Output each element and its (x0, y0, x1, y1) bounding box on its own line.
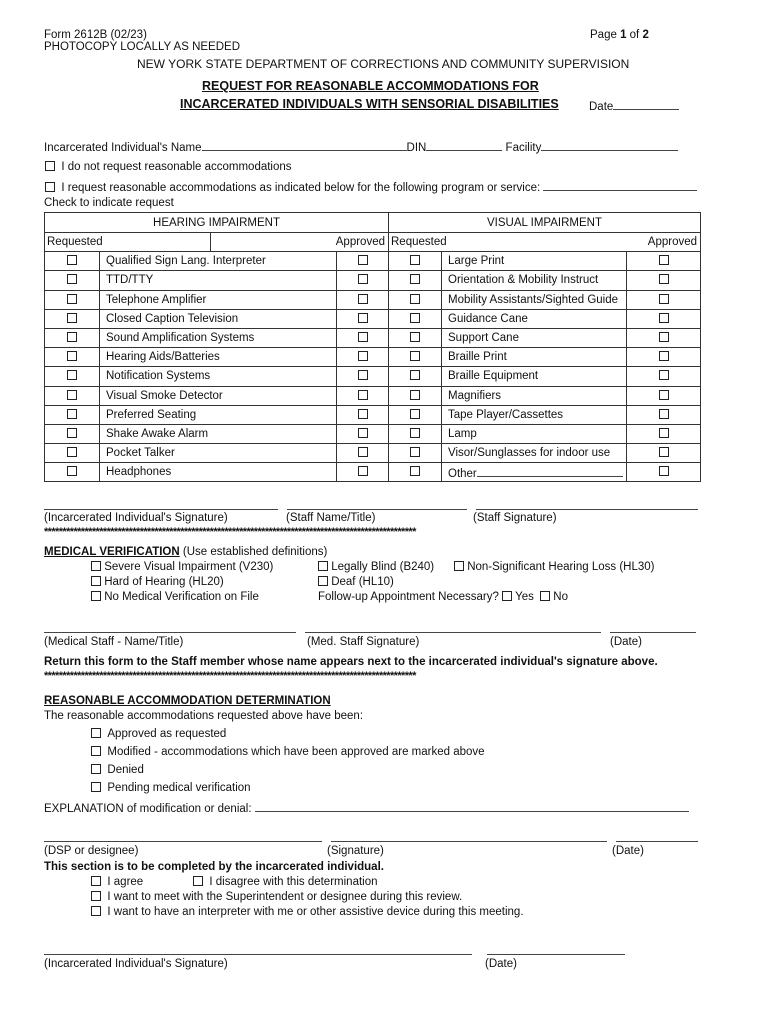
hearing-approved-checkbox[interactable] (358, 466, 368, 476)
hearing-requested-header: Requested (45, 233, 211, 252)
hearing-item-label: TTD/TTY (100, 271, 337, 290)
hearing-requested-checkbox[interactable] (67, 390, 77, 400)
individual-final-signature-label: (Incarcerated Individual's Signature) (44, 958, 228, 970)
name-label: Incarcerated Individual's Name (44, 142, 202, 154)
hearing-approved-checkbox[interactable] (358, 428, 368, 438)
visual-requested-checkbox[interactable] (410, 274, 420, 284)
hearing-requested-checkbox[interactable] (67, 409, 77, 419)
no-verification-checkbox[interactable] (91, 591, 101, 601)
form-title-line1: REQUEST FOR REASONABLE ACCOMMODATIONS FOR (202, 79, 539, 93)
hard-of-hearing-option[interactable]: Hard of Hearing (HL20) (91, 576, 224, 588)
facility-label: Facility (505, 142, 542, 154)
agree-option[interactable]: I agree (91, 876, 143, 888)
hearing-approved-checkbox[interactable] (358, 255, 368, 265)
hearing-item-label: Shake Awake Alarm (100, 424, 337, 443)
medical-signature-lines[interactable] (44, 621, 696, 636)
table-row (45, 367, 701, 386)
individual-section-title: This section is to be completed by the incarcerated individual. (44, 861, 384, 873)
no-request-checkbox[interactable] (45, 161, 55, 171)
request-option[interactable]: I request reasonable accommodations as indicated below for the following program or service: (45, 179, 697, 194)
explanation-row: EXPLANATION of modification or denial: (44, 800, 689, 815)
table-row (45, 290, 701, 309)
medical-signature-label: (Med. Staff Signature) (307, 636, 420, 648)
date-field[interactable]: Date (589, 98, 679, 113)
visual-item-label: Mobility Assistants/Sighted Guide (442, 290, 627, 309)
visual-approved-checkbox[interactable] (659, 332, 669, 342)
medical-date-label: (Date) (610, 636, 642, 648)
visual-approved-checkbox[interactable] (659, 351, 669, 361)
hearing-requested-checkbox[interactable] (67, 294, 77, 304)
name-field[interactable] (202, 139, 407, 151)
individual-info-row (44, 139, 678, 154)
legally-blind-option[interactable]: Legally Blind (B240) (318, 561, 434, 573)
hearing-approved-checkbox[interactable] (358, 332, 368, 342)
hearing-requested-checkbox[interactable] (67, 274, 77, 284)
table-row (45, 328, 701, 347)
visual-approved-checkbox[interactable] (659, 370, 669, 380)
hearing-impairment-header: HEARING IMPAIRMENT (45, 213, 389, 233)
medical-verification-heading: MEDICAL VERIFICATION (Use established definitions) (44, 546, 328, 558)
staff-signature-label: (Staff Signature) (473, 512, 557, 524)
visual-item-label: Magnifiers (442, 386, 627, 405)
staff-name-label: (Staff Name/Title) (286, 512, 376, 524)
visual-requested-checkbox[interactable] (410, 294, 420, 304)
hearing-item-label: Notification Systems (100, 367, 337, 386)
deaf-option[interactable]: Deaf (HL10) (318, 576, 394, 588)
signature-lines-1[interactable] (44, 498, 698, 513)
department-name: NEW YORK STATE DEPARTMENT OF CORRECTIONS AND COMMUNITY SUPERVISION (137, 57, 630, 71)
other-label: Other (448, 467, 477, 480)
meet-checkbox[interactable] (91, 891, 101, 901)
disagree-checkbox[interactable] (193, 876, 203, 886)
hearing-approved-checkbox[interactable] (358, 313, 368, 323)
page-indicator: Page 1 of 2 (590, 29, 649, 41)
disagree-option[interactable]: I disagree with this determination (193, 876, 378, 888)
hearing-item-label: Sound Amplification Systems (100, 328, 337, 347)
individual-final-date-label: (Date) (485, 958, 517, 970)
visual-requested-checkbox[interactable] (410, 409, 420, 419)
table-row (45, 252, 701, 271)
individual-final-signature-lines[interactable] (44, 943, 625, 958)
form-title-line2: INCARCERATED INDIVIDUALS WITH SENSORIAL DISABILITIES (180, 97, 559, 111)
visual-approved-checkbox[interactable] (659, 255, 669, 265)
visual-item-label: Orientation & Mobility Instruct (442, 271, 627, 290)
approved-option[interactable]: Approved as requested (91, 728, 226, 740)
no-request-option[interactable]: I do not request reasonable accommodations (45, 161, 292, 173)
hard-of-hearing-checkbox[interactable] (91, 576, 101, 586)
severe-visual-checkbox[interactable] (91, 561, 101, 571)
visual-approved-checkbox[interactable] (659, 390, 669, 400)
meet-option[interactable]: I want to meet with the Superintendent or designee during this review. (91, 891, 462, 903)
visual-requested-checkbox[interactable] (410, 351, 420, 361)
hearing-item-label: Qualified Sign Lang. Interpreter (100, 252, 337, 271)
accommodations-table (44, 212, 701, 482)
pending-checkbox[interactable] (91, 782, 101, 792)
hearing-item-label: Hearing Aids/Batteries (100, 348, 337, 367)
visual-approved-checkbox[interactable] (659, 294, 669, 304)
visual-item-label: Braille Print (442, 348, 627, 367)
visual-item-label: Lamp (442, 424, 627, 443)
visual-requested-checkbox[interactable] (410, 447, 420, 457)
table-row (45, 463, 701, 482)
hearing-approved-checkbox[interactable] (358, 409, 368, 419)
visual-approved-header: Approved (627, 233, 701, 252)
severe-visual-option[interactable]: Severe Visual Impairment (V230) (91, 561, 273, 573)
visual-requested-checkbox[interactable] (410, 332, 420, 342)
hearing-requested-checkbox[interactable] (67, 332, 77, 342)
visual-approved-checkbox[interactable] (659, 428, 669, 438)
visual-requested-header: Requested (389, 233, 627, 252)
hearing-approved-checkbox[interactable] (358, 351, 368, 361)
table-row (45, 309, 701, 328)
hearing-approved-header: Approved (211, 233, 389, 252)
request-checkbox[interactable] (45, 182, 55, 192)
modified-checkbox[interactable] (91, 746, 101, 756)
interpreter-checkbox[interactable] (91, 906, 101, 916)
hearing-item-label: Pocket Talker (100, 444, 337, 463)
program-service-field[interactable] (543, 179, 697, 191)
hearing-item-label: Closed Caption Television (100, 309, 337, 328)
denied-checkbox[interactable] (91, 764, 101, 774)
hearing-item-label: Headphones (100, 463, 337, 482)
return-note: Return this form to the Staff member whose name appears next to the incarcerated individual's signature above. (44, 656, 658, 668)
visual-requested-checkbox[interactable] (410, 370, 420, 380)
table-row (45, 424, 701, 443)
explanation-field[interactable] (255, 800, 689, 812)
visual-impairment-header: VISUAL IMPAIRMENT (389, 213, 701, 233)
followup-no-checkbox[interactable] (540, 591, 550, 601)
hearing-requested-checkbox[interactable] (67, 255, 77, 265)
visual-item-label: Tape Player/Cassettes (442, 405, 627, 424)
hearing-requested-checkbox[interactable] (67, 351, 77, 361)
other-field[interactable] (477, 465, 623, 477)
pending-option[interactable]: Pending medical verification (91, 782, 251, 794)
approved-checkbox[interactable] (91, 728, 101, 738)
facility-field[interactable] (541, 139, 678, 151)
dsp-label: (DSP or designee) (44, 845, 139, 857)
separator-stars-1: ***************************************************************************************************** (44, 526, 416, 538)
dsp-signature-label: (Signature) (327, 845, 384, 857)
visual-approved-checkbox[interactable] (659, 409, 669, 419)
visual-item-label: Guidance Cane (442, 309, 627, 328)
separator-stars-2: ***************************************************************************************************** (44, 670, 416, 682)
medical-staff-label: (Medical Staff - Name/Title) (44, 636, 184, 648)
table-row (45, 386, 701, 405)
no-verification-option[interactable]: No Medical Verification on File (91, 591, 259, 603)
hearing-requested-checkbox[interactable] (67, 466, 77, 476)
hearing-requested-checkbox[interactable] (67, 428, 77, 438)
visual-approved-checkbox[interactable] (659, 274, 669, 284)
visual-requested-checkbox[interactable] (410, 255, 420, 265)
agree-checkbox[interactable] (91, 876, 101, 886)
table-row (45, 444, 701, 463)
hearing-approved-checkbox[interactable] (358, 274, 368, 284)
followup-yes-checkbox[interactable] (502, 591, 512, 601)
photocopy-note: PHOTOCOPY LOCALLY AS NEEDED (44, 41, 240, 53)
visual-item-label (442, 463, 627, 482)
visual-item-label: Large Print (442, 252, 627, 271)
visual-approved-checkbox[interactable] (659, 447, 669, 457)
table-row (45, 405, 701, 424)
visual-approved-checkbox[interactable] (659, 313, 669, 323)
deaf-checkbox[interactable] (318, 576, 328, 586)
non-sig-hearing-option[interactable]: Non-Significant Hearing Loss (HL30) (454, 561, 655, 573)
table-row (45, 348, 701, 367)
visual-item-label: Visor/Sunglasses for indoor use (442, 444, 627, 463)
hearing-approved-checkbox[interactable] (358, 370, 368, 380)
visual-item-label: Support Cane (442, 328, 627, 347)
din-label: DIN (406, 142, 427, 154)
hearing-item-label: Preferred Seating (100, 405, 337, 424)
legally-blind-checkbox[interactable] (318, 561, 328, 571)
interpreter-option[interactable]: I want to have an interpreter with me or other assistive device during this meeting. (91, 906, 524, 918)
hearing-requested-checkbox[interactable] (67, 447, 77, 457)
form-number: Form 2612B (02/23) (44, 29, 147, 41)
hearing-approved-checkbox[interactable] (358, 390, 368, 400)
individual-signature-label: (Incarcerated Individual's Signature) (44, 512, 228, 524)
determination-intro: The reasonable accommodations requested above have been: (44, 710, 364, 722)
determination-heading: REASONABLE ACCOMMODATION DETERMINATION (44, 695, 331, 707)
hearing-requested-checkbox[interactable] (67, 313, 77, 323)
non-sig-hearing-checkbox[interactable] (454, 561, 464, 571)
hearing-approved-checkbox[interactable] (358, 294, 368, 304)
dsp-date-label: (Date) (612, 845, 644, 857)
table-row (45, 271, 701, 290)
hearing-requested-checkbox[interactable] (67, 370, 77, 380)
visual-requested-checkbox[interactable] (410, 313, 420, 323)
visual-item-label: Braille Equipment (442, 367, 627, 386)
visual-approved-checkbox[interactable] (659, 466, 669, 476)
dsp-signature-lines[interactable] (44, 830, 698, 845)
visual-requested-checkbox[interactable] (410, 428, 420, 438)
hearing-item-label: Telephone Amplifier (100, 290, 337, 309)
din-field[interactable] (426, 139, 502, 151)
followup-question: Follow-up Appointment Necessary? Yes No (318, 591, 568, 603)
hearing-item-label: Visual Smoke Detector (100, 386, 337, 405)
visual-requested-checkbox[interactable] (410, 390, 420, 400)
check-to-indicate-label: Check to indicate request (44, 197, 174, 209)
modified-option[interactable]: Modified - accommodations which have been approved are marked above (91, 746, 485, 758)
hearing-approved-checkbox[interactable] (358, 447, 368, 457)
visual-requested-checkbox[interactable] (410, 466, 420, 476)
denied-option[interactable]: Denied (91, 764, 144, 776)
